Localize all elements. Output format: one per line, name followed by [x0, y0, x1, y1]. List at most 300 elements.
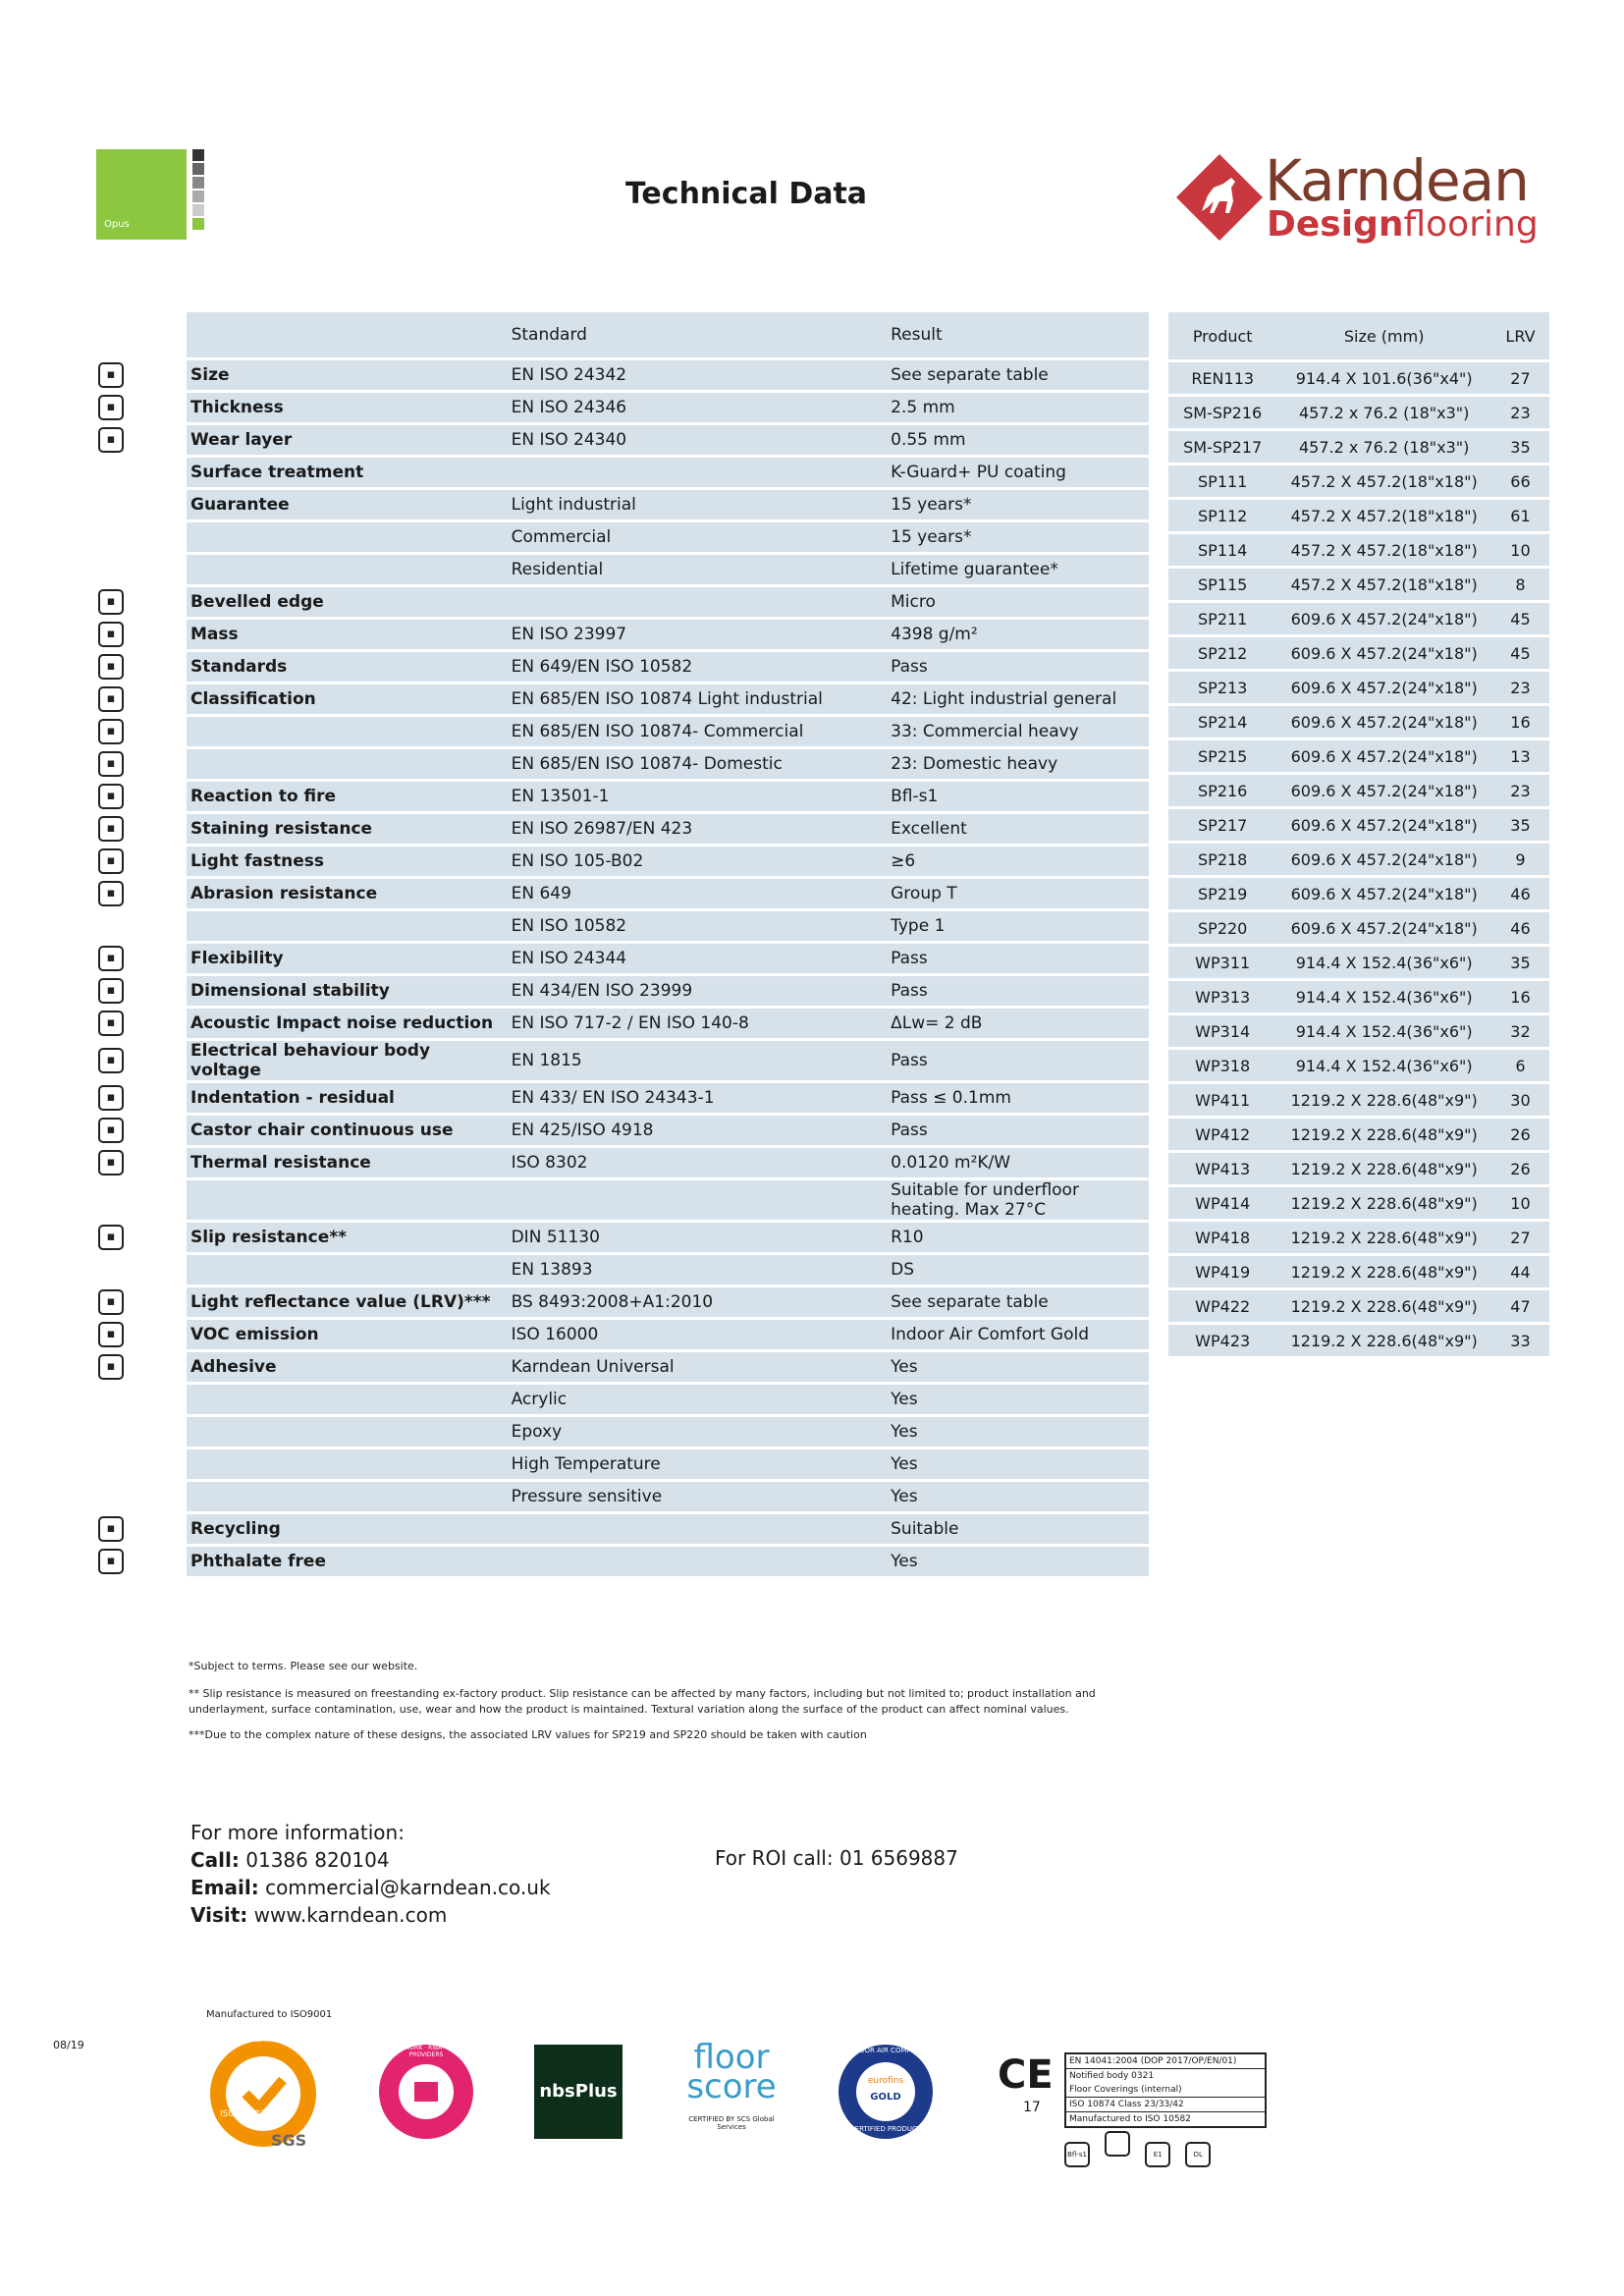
property-cell: Staining resistance: [187, 814, 508, 844]
standard-cell: EN 433/ EN ISO 24343-1: [508, 1083, 888, 1113]
product-row: [1168, 569, 1549, 600]
product-lrv-cell: 27: [1491, 362, 1549, 394]
result-cell: Pass: [887, 652, 1149, 682]
product-lrv-cell: 9: [1491, 844, 1549, 875]
standard-cell: [508, 1547, 888, 1576]
table-row: [187, 1320, 1149, 1349]
product-code-cell: SP115: [1168, 569, 1276, 600]
iso9001-note: Manufactured to ISO9001: [206, 2009, 333, 2020]
bevelled-edge-icon: ▪: [98, 589, 124, 615]
table-row: [187, 749, 1149, 779]
eurofins-top-text: INDOOR AIR COMFORT: [846, 2047, 925, 2054]
standard-cell: DIN 51130: [508, 1223, 888, 1252]
thermal-icon: ▪: [98, 1150, 124, 1175]
product-row: [1168, 672, 1549, 703]
product-code-cell: SP216: [1168, 775, 1276, 806]
product-row: [1168, 947, 1549, 978]
product-lrv-cell: 10: [1491, 1187, 1549, 1219]
table-row: [187, 620, 1149, 649]
result-cell: 15 years*: [887, 490, 1149, 519]
acoustic-icon: ▪: [98, 1011, 124, 1036]
phthalate-icon: ▪: [98, 1549, 124, 1574]
standard-cell: EN ISO 23997: [508, 620, 888, 649]
result-cell: 0.55 mm: [887, 425, 1149, 455]
product-size-cell: 1219.2 X 228.6(48"x9"): [1276, 1187, 1491, 1219]
property-cell: [187, 1482, 508, 1511]
fire-icon: ▪: [98, 784, 124, 809]
email-label: Email:: [190, 1876, 259, 1899]
product-code-cell: WP314: [1168, 1015, 1276, 1047]
property-cell: Indentation - residual: [187, 1083, 508, 1113]
table-row: [187, 1009, 1149, 1038]
standard-cell: EN 685/EN ISO 10874 Light industrial: [508, 684, 888, 714]
product-code-cell: WP313: [1168, 981, 1276, 1012]
result-cell: Pass: [887, 944, 1149, 973]
product-lrv-cell: 23: [1491, 775, 1549, 806]
product-lrv-cell: 35: [1491, 809, 1549, 841]
product-lrv-cell: 6: [1491, 1050, 1549, 1081]
product-lrv-cell: 13: [1491, 740, 1549, 772]
standard-cell: EN ISO 717-2 / EN ISO 140-8: [508, 1009, 888, 1038]
wear-layer-icon: ▪: [98, 427, 124, 453]
product-row: [1168, 534, 1549, 566]
product-lrv-cell: 23: [1491, 397, 1549, 428]
eurofins-bot-text: CERTIFIED PRODUCT: [849, 2125, 922, 2133]
property-cell: Thermal resistance: [187, 1148, 508, 1177]
ce-line: Manufactured to ISO 10582: [1066, 2111, 1265, 2126]
table-row: [187, 911, 1149, 941]
table-row: [187, 1514, 1149, 1544]
property-cell: Light fastness: [187, 847, 508, 876]
table-row: [187, 458, 1149, 487]
table-row: [187, 1287, 1149, 1317]
product-code-cell: SP217: [1168, 809, 1276, 841]
table-row: [187, 1083, 1149, 1113]
product-code-cell: SM-SP216: [1168, 397, 1276, 428]
result-cell: DS: [887, 1255, 1149, 1285]
product-row: [1168, 775, 1549, 806]
product-row: [1168, 1153, 1549, 1184]
result-cell: 0.0120 m²K/W: [887, 1148, 1149, 1177]
standard-cell: EN 649/EN ISO 10582: [508, 652, 888, 682]
property-cell: Bevelled edge: [187, 587, 508, 617]
property-cell: [187, 1180, 508, 1220]
product-lrv-cell: 27: [1491, 1222, 1549, 1253]
result-cell: 42: Light industrial general: [887, 684, 1149, 714]
property-cell: Thickness: [187, 393, 508, 422]
result-cell: ΔLw= 2 dB: [887, 1009, 1149, 1038]
result-cell: Pass: [887, 1116, 1149, 1145]
footnote-terms: *Subject to terms. Please see our website.: [189, 1660, 418, 1672]
product-lrv-cell: 61: [1491, 500, 1549, 531]
roi-call: For ROI call: 01 6569887: [715, 1846, 958, 1870]
date-code: 08/19: [53, 2039, 84, 2051]
sgs-iso-text: ISO 14001: [220, 2109, 266, 2119]
standard-cell: EN 425/ISO 4918: [508, 1116, 888, 1145]
standard-cell: EN ISO 24344: [508, 944, 888, 973]
property-cell: Abrasion resistance: [187, 879, 508, 908]
standard-cell: BS 8493:2008+A1:2010: [508, 1287, 888, 1317]
table-row: [187, 1352, 1149, 1382]
property-cell: Adhesive: [187, 1352, 508, 1382]
contact-block: [190, 1819, 551, 1929]
result-cell: See separate table: [887, 360, 1149, 390]
product-code-cell: SP112: [1168, 500, 1276, 531]
table-row: [187, 652, 1149, 682]
staining-icon: ▪: [98, 816, 124, 842]
product-row: [1168, 912, 1549, 944]
eurofins-mid-text: eurofins: [867, 2076, 904, 2086]
product-row: [1168, 1119, 1549, 1150]
product-row: [1168, 1084, 1549, 1116]
thickness-icon: ▪: [98, 395, 124, 420]
standard-cell: EN 685/EN ISO 10874- Commercial: [508, 717, 888, 746]
karndean-dog-logo-icon: [1174, 152, 1265, 243]
recycling-icon: ▪: [98, 1516, 124, 1542]
standard-cell: [508, 587, 888, 617]
property-cell: [187, 717, 508, 746]
product-code-cell: WP412: [1168, 1119, 1276, 1150]
ce-dl-icon: DL: [1185, 2142, 1211, 2167]
table-row: [187, 1148, 1149, 1177]
product-size-cell: 457.2 x 76.2 (18"x3"): [1276, 431, 1491, 463]
product-size-cell: 609.6 X 457.2(24"x18"): [1276, 672, 1491, 703]
standard-cell: EN 685/EN ISO 10874- Domestic: [508, 749, 888, 779]
product-size-cell: 609.6 X 457.2(24"x18"): [1276, 740, 1491, 772]
ce-line: Notified body 0321: [1069, 2071, 1155, 2081]
ce-text: CE: [998, 2052, 1054, 2098]
product-lrv-cell: 26: [1491, 1153, 1549, 1184]
product-code-cell: WP411: [1168, 1084, 1276, 1116]
product-lrv-cell: 66: [1491, 465, 1549, 497]
email-link[interactable]: commercial@karndean.co.uk: [265, 1876, 551, 1899]
floorscore-floor: floor: [693, 2038, 770, 2077]
classification-icon: ▪: [98, 719, 124, 744]
classification-icon: ▪: [98, 686, 124, 712]
product-size-cell: 914.4 X 152.4(36"x6"): [1276, 947, 1491, 978]
result-cell: Yes: [887, 1449, 1149, 1479]
call-label: Call:: [190, 1848, 240, 1872]
electrical-icon: ▪: [98, 1048, 124, 1073]
property-cell: [187, 1417, 508, 1447]
product-row: [1168, 1325, 1549, 1356]
result-cell: Lifetime guarantee*: [887, 555, 1149, 584]
table-row: [187, 1116, 1149, 1145]
standard-cell: EN 434/EN ISO 23999: [508, 976, 888, 1006]
property-header: [187, 312, 508, 357]
product-size-cell: 1219.2 X 228.6(48"x9"): [1276, 1119, 1491, 1150]
result-cell: Yes: [887, 1417, 1149, 1447]
product-row: [1168, 397, 1549, 428]
ce-fire-icon: Bfl-s1: [1064, 2142, 1090, 2167]
product-size-cell: 609.6 X 457.2(24"x18"): [1276, 637, 1491, 669]
light-fastness-icon: ▪: [98, 848, 124, 874]
contact-intro: For more information:: [190, 1821, 405, 1844]
product-size-cell: 1219.2 X 228.6(48"x9"): [1276, 1256, 1491, 1287]
product-size-cell: 609.6 X 457.2(24"x18"): [1276, 878, 1491, 909]
property-cell: Wear layer: [187, 425, 508, 455]
standard-cell: EN ISO 10582: [508, 911, 888, 941]
product-lrv-cell: 45: [1491, 603, 1549, 634]
standard-cell: Commercial: [508, 522, 888, 552]
product-size-cell: 457.2 X 457.2(18"x18"): [1276, 465, 1491, 497]
product-row: [1168, 362, 1549, 394]
product-row: [1168, 1290, 1549, 1322]
ce-slip-icon: [1105, 2131, 1130, 2157]
result-cell: Suitable for underfloor heating. Max 27°C: [887, 1180, 1149, 1220]
table-row: [187, 425, 1149, 455]
product-lrv-cell: 32: [1491, 1015, 1549, 1047]
table-row: [187, 717, 1149, 746]
product-size-cell: 457.2 X 457.2(18"x18"): [1276, 500, 1491, 531]
table-row: [187, 944, 1149, 973]
ce-icons-row: [1064, 2131, 1211, 2167]
standard-cell: EN 13893: [508, 1255, 888, 1285]
product-lrv-cell: 23: [1491, 672, 1549, 703]
result-cell: Yes: [887, 1547, 1149, 1576]
property-cell: Size: [187, 360, 508, 390]
property-cell: Castor chair continuous use: [187, 1116, 508, 1145]
opus-squares: [192, 149, 206, 242]
standard-cell: ISO 16000: [508, 1320, 888, 1349]
property-cell: Phthalate free: [187, 1547, 508, 1576]
property-cell: Reaction to fire: [187, 782, 508, 811]
standard-cell: [508, 1180, 888, 1220]
standard-cell: [508, 458, 888, 487]
product-lrv-cell: 35: [1491, 947, 1549, 978]
floorscore-sub: CERTIFIED BY SCS Global Services: [688, 2115, 775, 2131]
product-lrv-cell: 8: [1491, 569, 1549, 600]
opus-logo: [96, 149, 187, 240]
result-cell: Micro: [887, 587, 1149, 617]
table-row: [187, 847, 1149, 876]
product-size-cell: 1219.2 X 228.6(48"x9"): [1276, 1084, 1491, 1116]
result-cell: Pass: [887, 1041, 1149, 1080]
table-row: [187, 1223, 1149, 1252]
footnote-slip-2: underlayment, surface contamination, use, wear and how the product is maintained. Textural variation along the surface of the product can affect nominal values.: [189, 1703, 1069, 1716]
ce-declaration-box: [1064, 2052, 1267, 2128]
table-row: [187, 879, 1149, 908]
property-cell: [187, 749, 508, 779]
product-header-row: [1168, 312, 1549, 359]
property-cell: Surface treatment: [187, 458, 508, 487]
table-row: [187, 782, 1149, 811]
product-size-cell: 609.6 X 457.2(24"x18"): [1276, 844, 1491, 875]
result-cell: 15 years*: [887, 522, 1149, 552]
lrv-icon: ▪: [98, 1289, 124, 1315]
result-cell: ≥6: [887, 847, 1149, 876]
floorscore-score: score: [686, 2067, 777, 2106]
property-cell: Flexibility: [187, 944, 508, 973]
result-cell: K-Guard+ PU coating: [887, 458, 1149, 487]
property-cell: Classification: [187, 684, 508, 714]
table-row: [187, 1041, 1149, 1080]
product-row: [1168, 500, 1549, 531]
product-code-cell: SP218: [1168, 844, 1276, 875]
slip-icon: ▪: [98, 1225, 124, 1250]
flexibility-icon: ▪: [98, 946, 124, 971]
table-row: [187, 1547, 1149, 1576]
sgs-iso14001-badge: [206, 2037, 320, 2151]
adhesive-icon: ▪: [98, 1354, 124, 1380]
product-code-cell: SP215: [1168, 740, 1276, 772]
footnote-slip-1: ** Slip resistance is measured on freestanding ex-factory product. Slip resistance can be affected by many factors, including but not limited to; product installation and: [189, 1687, 1096, 1700]
product-row: [1168, 465, 1549, 497]
product-size-cell: 914.4 X 101.6(36"x4"): [1276, 362, 1491, 394]
product-row: [1168, 603, 1549, 634]
standard-cell: High Temperature: [508, 1449, 888, 1479]
call-number[interactable]: 01386 820104: [245, 1848, 390, 1872]
product-size-cell: 457.2 X 457.2(18"x18"): [1276, 569, 1491, 600]
product-row: [1168, 706, 1549, 738]
product-size-cell: 457.2 X 457.2(18"x18"): [1276, 534, 1491, 566]
product-lrv-cell: 44: [1491, 1256, 1549, 1287]
ce-mark: [998, 2052, 1056, 2115]
standard-cell: EN 1815: [508, 1041, 888, 1080]
result-cell: Pass: [887, 976, 1149, 1006]
mass-icon: ▪: [98, 622, 124, 647]
standard-cell: Light industrial: [508, 490, 888, 519]
table-row: [187, 1180, 1149, 1220]
product-size-cell: 914.4 X 152.4(36"x6"): [1276, 981, 1491, 1012]
table-row: [187, 1417, 1149, 1447]
table-row: [187, 684, 1149, 714]
property-cell: [187, 1385, 508, 1414]
product-size-cell: 914.4 X 152.4(36"x6"): [1276, 1015, 1491, 1047]
logo-design: Design: [1267, 204, 1404, 245]
product-size-cell: 609.6 X 457.2(24"x18"): [1276, 603, 1491, 634]
indentation-icon: ▪: [98, 1085, 124, 1111]
property-cell: Slip resistance**: [187, 1223, 508, 1252]
result-cell: Indoor Air Comfort Gold: [887, 1320, 1149, 1349]
ce-line: EN 14041:2004 (DOP 2017/OP/EN/01): [1066, 2054, 1265, 2069]
result-cell: Pass ≤ 0.1mm: [887, 1083, 1149, 1113]
property-cell: Standards: [187, 652, 508, 682]
table-row: [187, 814, 1149, 844]
product-header: Product: [1168, 312, 1276, 359]
product-row: [1168, 431, 1549, 463]
classification-icon: ▪: [98, 751, 124, 777]
product-code-cell: SP212: [1168, 637, 1276, 669]
product-row: [1168, 1015, 1549, 1047]
product-size-cell: 609.6 X 457.2(24"x18"): [1276, 706, 1491, 738]
product-lrv-cell: 46: [1491, 912, 1549, 944]
product-code-cell: SP111: [1168, 465, 1276, 497]
product-code-cell: WP422: [1168, 1290, 1276, 1322]
product-row: [1168, 1050, 1549, 1081]
visit-label: Visit:: [190, 1903, 248, 1927]
eurofins-gold-text: GOLD: [870, 2092, 901, 2103]
page-title: Technical Data: [624, 177, 868, 211]
standard-cell: EN 13501-1: [508, 782, 888, 811]
product-size-cell: 457.2 x 76.2 (18"x3"): [1276, 397, 1491, 428]
table-row: [187, 522, 1149, 552]
result-cell: R10: [887, 1223, 1149, 1252]
standard-cell: Karndean Universal: [508, 1352, 888, 1382]
ce-year: 17: [1023, 2100, 1041, 2115]
dimensional-icon: ▪: [98, 978, 124, 1004]
property-cell: Guarantee: [187, 490, 508, 519]
lrv-header: LRV: [1491, 312, 1549, 359]
result-cell: 33: Commercial heavy: [887, 717, 1149, 746]
result-cell: Yes: [887, 1482, 1149, 1511]
product-lrv-table: [1168, 309, 1549, 1359]
product-code-cell: WP311: [1168, 947, 1276, 978]
product-size-cell: 1219.2 X 228.6(48"x9"): [1276, 1222, 1491, 1253]
product-lrv-cell: 16: [1491, 706, 1549, 738]
product-row: [1168, 637, 1549, 669]
result-cell: Yes: [887, 1352, 1149, 1382]
product-code-cell: REN113: [1168, 362, 1276, 394]
table-row: [187, 1385, 1149, 1414]
table-row: [187, 555, 1149, 584]
result-cell: Excellent: [887, 814, 1149, 844]
abrasion-icon: ▪: [98, 881, 124, 906]
product-row: [1168, 878, 1549, 909]
logo-flooring: flooring: [1403, 204, 1539, 245]
standard-cell: ISO 8302: [508, 1148, 888, 1177]
product-row: [1168, 1187, 1549, 1219]
product-code-cell: WP418: [1168, 1222, 1276, 1253]
size-header: Size (mm): [1276, 312, 1491, 359]
sgs-text: SGS: [271, 2131, 307, 2150]
table-header-row: [187, 312, 1149, 357]
product-lrv-cell: 45: [1491, 637, 1549, 669]
result-cell: Group T: [887, 879, 1149, 908]
product-lrv-cell: 30: [1491, 1084, 1549, 1116]
property-cell: Recycling: [187, 1514, 508, 1544]
standard-cell: EN ISO 105-B02: [508, 847, 888, 876]
standard-cell: EN ISO 24346: [508, 393, 888, 422]
standard-cell: EN ISO 26987/EN 423: [508, 814, 888, 844]
property-cell: [187, 911, 508, 941]
property-cell: [187, 1449, 508, 1479]
standard-cell: EN ISO 24342: [508, 360, 888, 390]
technical-data-table: [187, 309, 1149, 1579]
product-size-cell: 609.6 X 457.2(24"x18"): [1276, 912, 1491, 944]
product-code-cell: SP114: [1168, 534, 1276, 566]
product-lrv-cell: 10: [1491, 534, 1549, 566]
property-cell: Acoustic Impact noise reduction: [187, 1009, 508, 1038]
product-size-cell: 914.4 X 152.4(36"x6"): [1276, 1050, 1491, 1081]
product-code-cell: SP214: [1168, 706, 1276, 738]
ce-line: ISO 10874 Class 23/33/42: [1066, 2097, 1265, 2111]
product-size-cell: 1219.2 X 228.6(48"x9"): [1276, 1325, 1491, 1356]
product-lrv-cell: 16: [1491, 981, 1549, 1012]
standard-cell: Epoxy: [508, 1417, 888, 1447]
website-link[interactable]: www.karndean.com: [253, 1903, 448, 1927]
product-lrv-cell: 35: [1491, 431, 1549, 463]
product-code-cell: WP413: [1168, 1153, 1276, 1184]
property-cell: [187, 555, 508, 584]
result-cell: Yes: [887, 1385, 1149, 1414]
table-row: [187, 1449, 1149, 1479]
table-row: [187, 1255, 1149, 1285]
table-row: [187, 587, 1149, 617]
table-row: [187, 360, 1149, 390]
riba-text: NETWORK · RIBA · CPD PROVIDERS: [392, 2045, 460, 2058]
property-cell: [187, 522, 508, 552]
product-row: [1168, 1222, 1549, 1253]
table-row: [187, 393, 1149, 422]
property-cell: Electrical behaviour body voltage: [187, 1041, 508, 1080]
nbs-plus-badge: nbsPlus: [534, 2045, 623, 2139]
product-lrv-cell: 47: [1491, 1290, 1549, 1322]
table-row: [187, 490, 1149, 519]
product-lrv-cell: 33: [1491, 1325, 1549, 1356]
standard-cell: Acrylic: [508, 1385, 888, 1414]
product-size-cell: 1219.2 X 228.6(48"x9"): [1276, 1153, 1491, 1184]
